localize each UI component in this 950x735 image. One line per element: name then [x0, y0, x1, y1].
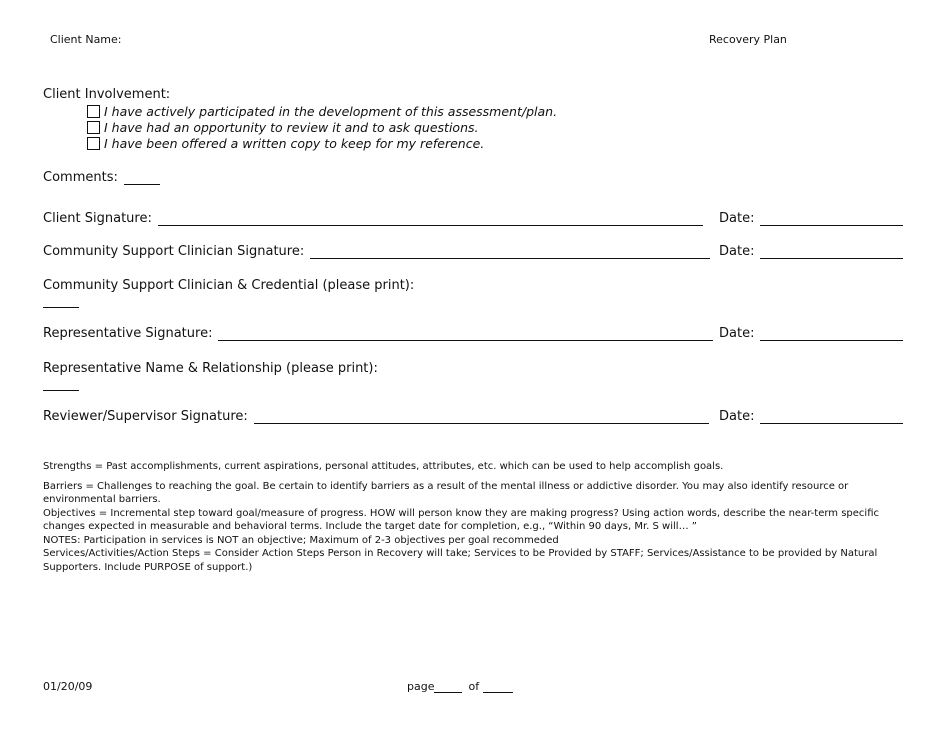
involvement-item-text: I have actively participated in the development of this assessment/plan.: [104, 104, 558, 119]
date-label: Date:: [719, 326, 755, 341]
page-number-field[interactable]: [434, 682, 462, 693]
clinician-signature-field[interactable]: [310, 246, 710, 259]
of-label: of: [468, 680, 480, 693]
reviewer-date-row: [719, 409, 903, 424]
date-label: Date:: [719, 244, 755, 259]
clinician-print-field[interactable]: [43, 295, 79, 308]
involvement-item-text: I have been offered a written copy to keep for my reference.: [104, 136, 485, 151]
client-signature-row: [43, 211, 703, 226]
barriers-note: Barriers = Challenges to reaching the goal. Be certain to identify barriers as a result of the mental illness or addictive disorder. You may also identify resource or environmental barriers.: [43, 480, 849, 505]
rep-print-field[interactable]: [43, 378, 79, 391]
strengths-note: Strengths = Past accomplishments, current aspirations, personal attitudes, attributes, etc. which can be used to help accomplish goals.: [43, 461, 724, 472]
reviewer-date-field[interactable]: [760, 411, 903, 424]
involvement-item-2[interactable]: [87, 120, 479, 135]
clinician-date-field[interactable]: [760, 246, 903, 259]
comments-label: Comments:: [43, 170, 118, 185]
client-date-row: [719, 211, 903, 226]
objectives-note: Objectives = Incremental step toward goal/measure of progress. HOW will person know they are making progress? Using action words, describe the near-term specific changes expected in measurable and behavioral terms. Include the target date for completion, e.g., “Within 90 days, Mr. S will… ”: [43, 507, 880, 532]
representative-date-row: [719, 326, 903, 341]
checkbox[interactable]: [87, 121, 100, 134]
involvement-item-1[interactable]: [87, 104, 557, 119]
date-label: Date:: [719, 211, 755, 226]
checkbox[interactable]: [87, 105, 100, 118]
clinician-signature-row: [43, 244, 710, 259]
date-label: Date:: [719, 409, 755, 424]
representative-date-field[interactable]: [760, 328, 903, 341]
client-date-field[interactable]: [760, 213, 903, 226]
client-signature-field[interactable]: [158, 213, 703, 226]
reviewer-signature-field[interactable]: [254, 411, 709, 424]
footer-date: 01/20/09: [43, 680, 93, 693]
clinician-signature-label: Community Support Clinician Signature:: [43, 244, 305, 259]
notes-note: NOTES: Participation in services is NOT an objective; Maximum of 2-3 objectives per goal recommeded: [43, 534, 559, 546]
comments-field[interactable]: [124, 172, 160, 185]
reviewer-signature-label: Reviewer/Supervisor Signature:: [43, 409, 248, 424]
page-total-field[interactable]: [483, 682, 513, 693]
clinician-print-label: Community Support Clinician & Credential (please print):: [43, 278, 415, 293]
clinician-date-row: [719, 244, 903, 259]
involvement-item-3[interactable]: [87, 136, 484, 151]
client-name-label: Client Name:: [50, 33, 122, 46]
representative-signature-row: [43, 326, 713, 341]
rep-print-label: Representative Name & Relationship (please print):: [43, 361, 378, 376]
representative-signature-label: Representative Signature:: [43, 326, 213, 341]
services-note: Services/Activities/Action Steps = Consider Action Steps Person in Recovery will take; Services to be Provided by STAFF; Services/Assistance to be provided by Natural Supporters. Include PURPOSE of support.): [43, 548, 878, 573]
page-number: [407, 680, 513, 693]
representative-signature-field[interactable]: [218, 328, 713, 341]
client-signature-label: Client Signature:: [43, 211, 152, 226]
page-label: page: [407, 680, 435, 693]
reviewer-signature-row: [43, 409, 709, 424]
involvement-heading: Client Involvement:: [43, 87, 171, 102]
definitions-block: [43, 460, 905, 574]
involvement-item-text: I have had an opportunity to review it and to ask questions.: [104, 120, 479, 135]
doc-title: Recovery Plan: [709, 33, 787, 46]
checkbox[interactable]: [87, 137, 100, 150]
comments-row: [43, 170, 160, 185]
